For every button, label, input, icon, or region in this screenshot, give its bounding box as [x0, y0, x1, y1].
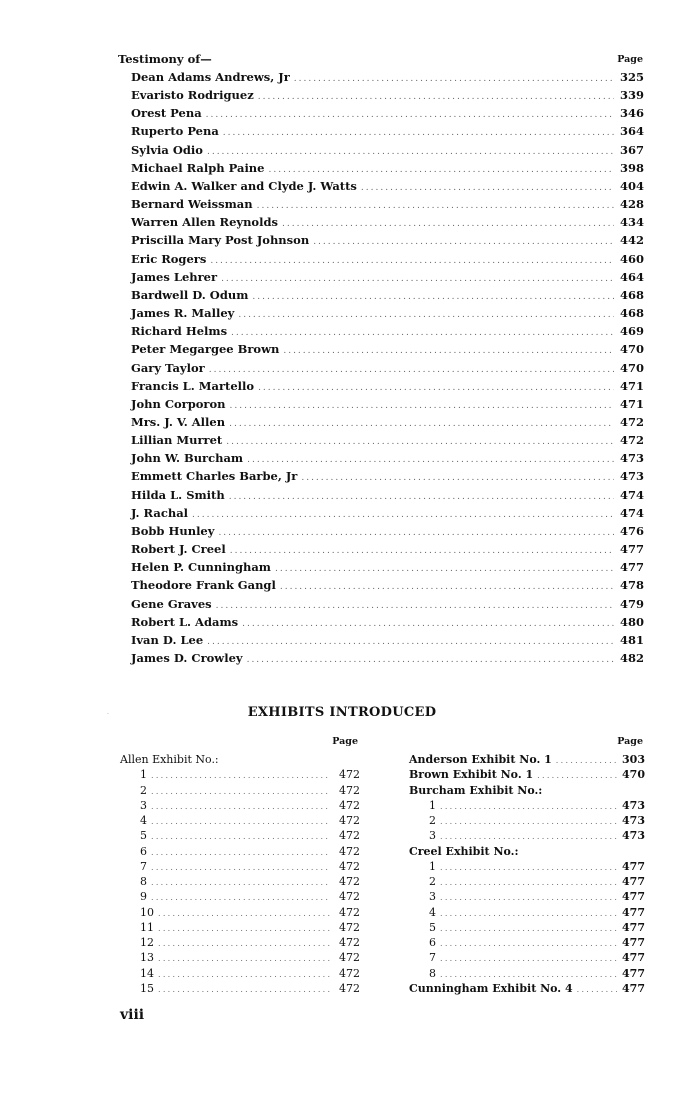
exhibit-page: 472: [339, 859, 360, 873]
testimony-entry: [131, 143, 644, 161]
testimony-entry: [131, 524, 644, 542]
testimony-name: Francis L. Martello: [131, 378, 255, 393]
exhibit-page: 477: [622, 859, 645, 873]
exhibit-label: Creel Exhibit No.:: [409, 844, 519, 858]
dot-leader: [206, 110, 614, 120]
exhibit-entry: [409, 860, 645, 875]
exhibit-page: 477: [622, 981, 645, 995]
exhibit-entry: [409, 799, 645, 814]
exhibit-page: 303: [622, 753, 645, 766]
testimony-name: Robert J. Creel: [131, 542, 226, 557]
dot-leader: [537, 771, 617, 780]
testimony-entry: [131, 361, 644, 379]
exhibit-page: 472: [339, 768, 360, 782]
dot-leader: [440, 878, 617, 887]
dot-leader: [210, 256, 614, 266]
dot-leader: [151, 787, 330, 796]
testimony-entry: [131, 560, 644, 578]
exhibit-label: 8: [140, 875, 147, 888]
testimony-name: Richard Helms: [131, 324, 228, 339]
testimony-name: Emmett Charles Barbe, Jr: [131, 469, 298, 484]
testimony-page: 471: [619, 396, 644, 411]
testimony-name: John W. Burcham: [131, 451, 244, 466]
page-folio: viii: [120, 1007, 145, 1023]
dot-leader: [230, 546, 614, 556]
exhibit-page: 472: [339, 875, 360, 888]
testimony-page: 464: [619, 269, 644, 284]
exhibit-label: 3: [429, 890, 436, 904]
exhibit-label: Anderson Exhibit No. 1: [409, 753, 552, 766]
testimony-name: Bardwell D. Odum: [131, 287, 249, 302]
testimony-page: 473: [619, 469, 644, 484]
testimony-name: Lillian Murret: [131, 433, 223, 448]
exhibit-entry: [409, 951, 645, 966]
testimony-page: 472: [619, 433, 644, 448]
exhibit-page: 473: [622, 814, 645, 827]
exhibits-left-column: [120, 736, 360, 997]
exhibit-label: 14: [140, 966, 154, 980]
dot-leader: [275, 564, 614, 574]
exhibit-label: 1: [140, 768, 147, 782]
testimony-page: 428: [619, 197, 644, 212]
testimony-entry: [131, 415, 644, 433]
exhibit-entry: [409, 829, 645, 844]
testimony-entry: [131, 451, 644, 469]
testimony-entry: [131, 124, 644, 142]
exhibit-entry: [409, 814, 645, 829]
testimony-entry: [131, 324, 644, 342]
exhibit-label: 3: [140, 798, 147, 812]
dot-leader: [221, 274, 614, 284]
dot-leader: [151, 863, 330, 872]
exhibit-page: 472: [339, 890, 360, 904]
exhibit-entry: [120, 967, 360, 982]
testimony-page: 398: [619, 160, 644, 175]
testimony-name: Orest Pena: [131, 106, 202, 121]
exhibit-entry: [120, 860, 360, 875]
exhibit-page: 472: [339, 966, 360, 980]
testimony-entry: [131, 161, 644, 179]
testimony-entry: [131, 433, 644, 451]
exhibit-label: 13: [140, 951, 154, 965]
dot-leader: [440, 924, 617, 933]
exhibit-page: 472: [339, 936, 360, 949]
dot-leader: [151, 802, 330, 811]
exhibit-page: 477: [622, 905, 645, 919]
scan-speck: ·: [107, 711, 109, 718]
testimony-entry: [131, 342, 644, 360]
dot-leader: [440, 817, 617, 826]
exhibit-entry: [120, 829, 360, 844]
dot-leader: [158, 909, 330, 918]
testimony-name: Eric Rogers: [131, 251, 207, 266]
exhibits-right-column: [409, 736, 645, 997]
dot-leader: [151, 893, 330, 902]
testimony-name: Theodore Frank Gangl: [131, 578, 276, 593]
dot-leader: [158, 985, 330, 994]
dot-leader: [230, 401, 614, 411]
exhibit-entry: [409, 845, 645, 860]
testimony-name: Peter Megargee Brown: [131, 342, 280, 357]
exhibit-entry: [409, 921, 645, 936]
exhibits-left-list: [120, 753, 360, 997]
testimony-entry: [131, 106, 644, 124]
testimony-page: 477: [619, 560, 644, 575]
dot-leader: [313, 237, 614, 247]
exhibit-entry: [409, 875, 645, 890]
dot-leader: [361, 183, 614, 193]
dot-leader: [158, 924, 330, 933]
testimony-name: Hilda L. Smith: [131, 487, 225, 502]
testimony-entry: [131, 288, 644, 306]
exhibit-entry: [120, 890, 360, 905]
exhibit-page: 472: [339, 981, 360, 995]
exhibit-page: 477: [622, 966, 645, 980]
exhibit-label: 12: [140, 936, 154, 949]
testimony-page: 478: [619, 578, 644, 593]
dot-leader: [207, 637, 614, 647]
dot-leader: [282, 219, 614, 229]
dot-leader: [151, 817, 330, 826]
testimony-entry: [131, 88, 644, 106]
testimony-entry: [131, 397, 644, 415]
exhibit-label: 2: [429, 814, 436, 827]
testimony-header: [118, 50, 643, 68]
exhibit-label: 5: [140, 829, 147, 843]
exhibit-label: 7: [429, 951, 436, 965]
dot-leader: [294, 74, 614, 84]
testimony-entry: [131, 197, 644, 215]
dot-leader: [301, 473, 614, 483]
exhibit-entry: [120, 906, 360, 921]
testimony-name: Gene Graves: [131, 596, 212, 611]
exhibits-title: EXHIBITS INTRODUCED: [247, 705, 437, 720]
testimony-entry: [131, 506, 644, 524]
testimony-name: James Lehrer: [131, 269, 218, 284]
dot-leader: [440, 802, 617, 811]
exhibit-entry: [409, 936, 645, 951]
exhibit-page: 472: [339, 798, 360, 812]
exhibit-entry: [120, 982, 360, 997]
exhibit-page: 477: [622, 875, 645, 888]
exhibit-label: 4: [140, 814, 147, 827]
testimony-name: Dean Adams Andrews, Jr: [131, 70, 290, 84]
testimony-name: Bobb Hunley: [131, 523, 215, 538]
dot-leader: [151, 848, 330, 857]
testimony-name: Mrs. J. V. Allen: [131, 414, 226, 429]
testimony-page: 404: [619, 178, 644, 193]
dot-leader: [223, 128, 614, 138]
testimony-page: 339: [619, 88, 644, 103]
testimony-entry: [131, 215, 644, 233]
testimony-page: 364: [619, 124, 644, 139]
testimony-name: Ruperto Pena: [131, 124, 219, 139]
testimony-heading: Testimony of—: [118, 52, 212, 66]
exhibit-entry: [120, 753, 360, 768]
testimony-entry: [131, 597, 644, 615]
exhibit-page: 477: [622, 890, 645, 904]
exhibit-label: 1: [429, 859, 436, 873]
exhibits-right-list: [409, 753, 645, 997]
testimony-page: 480: [619, 614, 644, 629]
testimony-page: 477: [619, 542, 644, 557]
dot-leader: [440, 893, 617, 902]
exhibit-page: 472: [339, 905, 360, 919]
exhibit-entry: [409, 906, 645, 921]
dot-leader: [440, 939, 617, 948]
dot-leader: [252, 292, 614, 302]
testimony-page: 481: [619, 632, 644, 647]
exhibit-page: 477: [622, 936, 645, 949]
exhibit-label: 3: [429, 829, 436, 843]
exhibit-label: 5: [429, 920, 436, 934]
exhibit-entry: [409, 784, 645, 799]
testimony-page: 470: [619, 342, 644, 357]
dot-leader: [247, 655, 614, 665]
exhibit-label: 2: [140, 783, 147, 797]
exhibit-entry: [120, 799, 360, 814]
dot-leader: [151, 771, 330, 780]
testimony-page: 367: [619, 142, 644, 157]
exhibit-label: 15: [140, 981, 154, 995]
exhibit-label: 6: [140, 844, 147, 858]
testimony-name: Ivan D. Lee: [131, 632, 204, 647]
dot-leader: [283, 346, 614, 356]
dot-leader: [247, 455, 614, 465]
testimony-page: 442: [619, 233, 644, 248]
exhibits-left-page-heading: Page: [332, 736, 358, 747]
testimony-page: 476: [619, 523, 644, 538]
exhibits-right-page-heading: Page: [617, 736, 643, 747]
exhibit-label: 1: [429, 798, 436, 812]
dot-leader: [209, 365, 614, 375]
testimony-name: Bernard Weissman: [131, 197, 253, 212]
testimony-entry: [131, 615, 644, 633]
dot-leader: [218, 528, 614, 538]
testimony-page: 468: [619, 287, 644, 302]
testimony-name: Warren Allen Reynolds: [131, 215, 278, 230]
dot-leader: [151, 832, 330, 841]
dot-leader: [238, 310, 614, 320]
testimony-name: Helen P. Cunningham: [131, 560, 271, 575]
exhibit-label: 2: [429, 875, 436, 888]
testimony-page: 434: [619, 215, 644, 230]
dot-leader: [440, 909, 617, 918]
dot-leader: [577, 985, 617, 994]
testimony-page: 474: [619, 505, 644, 520]
testimony-name: Gary Taylor: [131, 360, 205, 375]
dot-leader: [257, 201, 614, 211]
exhibit-page: 472: [339, 951, 360, 965]
exhibit-label: 7: [140, 859, 147, 873]
testimony-name: Evaristo Rodriguez: [131, 88, 254, 103]
testimony-entry: [131, 542, 644, 560]
dot-leader: [242, 619, 614, 629]
dot-leader: [207, 147, 614, 157]
dot-leader: [556, 756, 617, 765]
dot-leader: [158, 954, 330, 963]
testimony-entry: [131, 270, 644, 288]
testimony-name: J. Rachal: [131, 505, 189, 520]
exhibit-entry: [120, 814, 360, 829]
exhibit-entry: [120, 784, 360, 799]
exhibit-label: Brown Exhibit No. 1: [409, 768, 534, 782]
testimony-entry: [131, 306, 644, 324]
testimony-page: 325: [619, 70, 644, 84]
testimony-name: James R. Malley: [131, 306, 235, 321]
testimony-page: 472: [619, 414, 644, 429]
testimony-page: 468: [619, 306, 644, 321]
testimony-page: 474: [619, 487, 644, 502]
exhibit-entry: [120, 951, 360, 966]
exhibit-entry: [120, 845, 360, 860]
dot-leader: [229, 492, 614, 502]
dot-leader: [440, 863, 617, 872]
testimony-entry: [131, 469, 644, 487]
testimony-entry: [131, 578, 644, 596]
testimony-entry: [131, 252, 644, 270]
testimony-page: 471: [619, 378, 644, 393]
testimony-page: 473: [619, 451, 644, 466]
testimony-name: Edwin A. Walker and Clyde J. Watts: [131, 178, 357, 193]
testimony-entry: [131, 70, 644, 88]
testimony-entry: [131, 651, 644, 669]
exhibit-label: 9: [140, 890, 147, 904]
exhibit-entry: [120, 936, 360, 951]
exhibit-label: 8: [429, 966, 436, 980]
dot-leader: [158, 970, 330, 979]
exhibit-label: 6: [429, 936, 436, 949]
testimony-page: 346: [619, 106, 644, 121]
testimony-name: Sylvia Odio: [131, 142, 203, 157]
testimony-page-heading: Page: [617, 54, 643, 65]
dot-leader: [158, 939, 330, 948]
testimony-name: John Corporon: [131, 396, 226, 411]
dot-leader: [226, 437, 614, 447]
exhibit-page: 472: [339, 814, 360, 827]
dot-leader: [258, 92, 614, 102]
exhibit-label: 11: [140, 920, 154, 934]
testimony-page: 479: [619, 596, 644, 611]
testimony-page: 469: [619, 324, 644, 339]
testimony-page: 482: [619, 651, 644, 665]
exhibit-entry: [120, 768, 360, 783]
exhibit-entry: [120, 875, 360, 890]
testimony-entry: [131, 179, 644, 197]
exhibit-entry: [120, 921, 360, 936]
exhibit-entry: [409, 967, 645, 982]
dot-leader: [269, 165, 615, 175]
dot-leader: [216, 601, 614, 611]
exhibit-page: 473: [622, 829, 645, 843]
exhibit-page: 473: [622, 798, 645, 812]
testimony-entry: [131, 379, 644, 397]
dot-leader: [280, 582, 614, 592]
dot-leader: [192, 510, 614, 520]
testimony-entry: [131, 488, 644, 506]
dot-leader: [440, 832, 617, 841]
exhibit-label: Cunningham Exhibit No. 4: [409, 981, 573, 995]
exhibit-page: 472: [339, 829, 360, 843]
exhibit-label: 10: [140, 905, 154, 919]
exhibit-page: 472: [339, 783, 360, 797]
dot-leader: [258, 383, 614, 393]
testimony-page: 460: [619, 251, 644, 266]
exhibit-label: 4: [429, 905, 436, 919]
dot-leader: [229, 419, 614, 429]
testimony-entry: [131, 233, 644, 251]
dot-leader: [440, 954, 617, 963]
exhibit-entry: [409, 768, 645, 783]
testimony-page: 470: [619, 360, 644, 375]
dot-leader: [440, 970, 617, 979]
exhibit-label: Burcham Exhibit No.:: [409, 783, 543, 797]
exhibit-page: 477: [622, 920, 645, 934]
exhibit-page: 472: [339, 920, 360, 934]
exhibit-page: 472: [339, 844, 360, 858]
exhibit-page: 477: [622, 951, 645, 965]
exhibit-entry: [409, 982, 645, 997]
exhibit-entry: [409, 753, 645, 768]
testimony-entry: [131, 633, 644, 651]
testimony-list: [131, 70, 644, 669]
testimony-name: James D. Crowley: [131, 651, 243, 665]
testimony-name: Michael Ralph Paine: [131, 160, 265, 175]
exhibit-page: 470: [622, 768, 645, 782]
dot-leader: [151, 878, 330, 887]
testimony-name: Priscilla Mary Post Johnson: [131, 233, 310, 248]
exhibit-entry: [409, 890, 645, 905]
testimony-name: Robert L. Adams: [131, 614, 239, 629]
dot-leader: [231, 328, 614, 338]
exhibit-label: Allen Exhibit No.:: [120, 753, 219, 766]
